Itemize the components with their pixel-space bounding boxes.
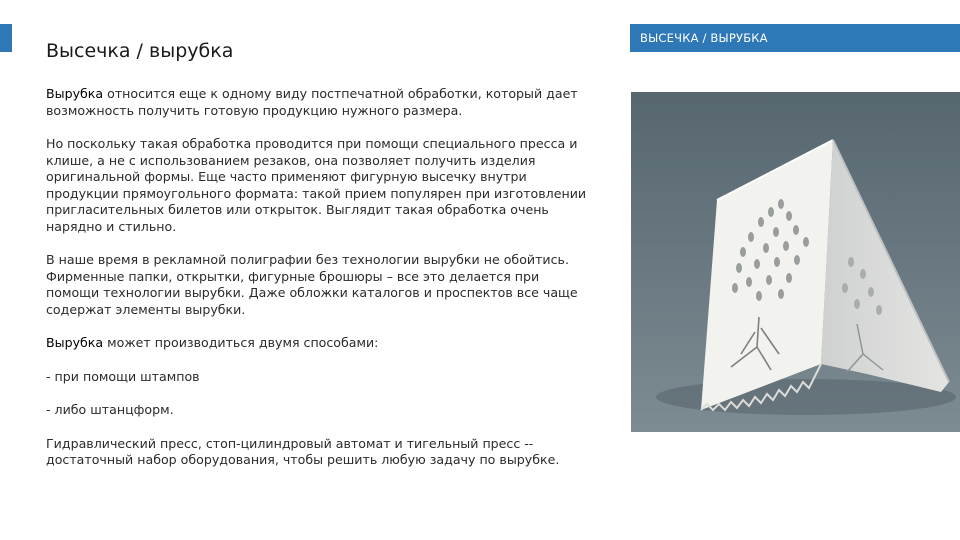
paragraph-1 [46, 86, 591, 119]
paragraph-5: Гидравлический пресс, стоп-цилиндровый автомат и тигельный пресс -- достаточный набор оборудования, чтобы решить любую задачу по вырубке. [46, 435, 560, 467]
paragraph-3: В наше время в рекламной полиграфии без технологии вырубки не обойтись. Фирменные папки, открытки, фигурные брошюры – все это делается при помощи технологии вырубки. Даже обложки каталогов и проспектов все чаще содержат элементы вырубки. [46, 252, 578, 317]
term-vyrubka-2: Вырубка [46, 335, 104, 350]
list-item: - либо штанцформ. [46, 402, 174, 417]
term-vyrubka: Вырубка [46, 86, 104, 101]
left-accent-bar [0, 24, 12, 52]
slide-body [46, 86, 591, 469]
die-cut-card-photo [631, 92, 960, 432]
die-cut-card-image [631, 92, 960, 432]
paragraph-4-text: может производиться двумя способами: [103, 335, 379, 350]
slide-title: Высечка / вырубка [46, 40, 234, 62]
paragraph-2: Но поскольку такая обработка проводится при помощи специального пресса и клише, а не с использованием резаков, она позволяет получить изделия оригинальной формы. Еще часто применяют фигурную высечку внутри продукции прямоугольного формата: такой прием популярен при изготовлении пригласительных билетов или открыток. Выглядит такая обработка очень нарядно и стильно. [46, 136, 587, 234]
paragraph-4 [46, 335, 591, 352]
section-tab: ВЫСЕЧКА / ВЫРУБКА [630, 24, 960, 52]
paragraph-1-text: относится еще к одному виду постпечатной обработки, который дает возможность получить готовую продукцию нужного размера. [46, 86, 578, 118]
list-item: - при помощи штампов [46, 368, 200, 384]
